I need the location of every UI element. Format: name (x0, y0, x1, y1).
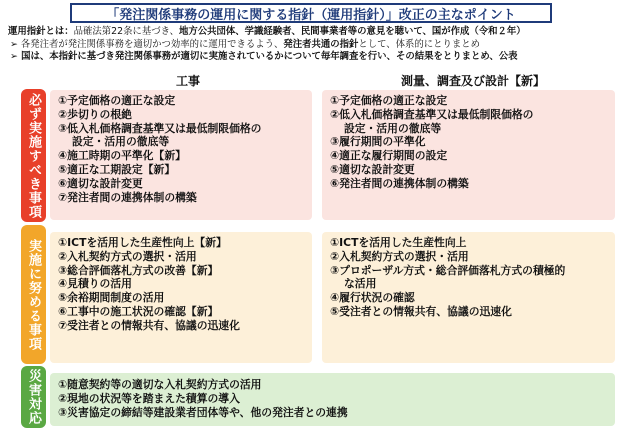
list-item: 設定・活用の徹底等 (344, 121, 442, 135)
effort-construction-box (50, 232, 312, 363)
list-item: ⑤適切な設計変更 (330, 162, 415, 176)
list-item: ②低入札価格調査基準又は最低制限価格の (330, 107, 534, 121)
required-construction-box (50, 90, 312, 220)
list-item: ①ICTを活用した生産性向上 (330, 236, 467, 249)
list-item: ④見積りの活用 (58, 277, 132, 291)
list-item: ⑦発注者間の連携体制の構築 (58, 190, 197, 204)
page-title: 「発注関係事務の運用に関する指針（運用指針）」改正の主なポイント (70, 3, 552, 23)
list-item: ⑤適正な工期設定【新】 (58, 162, 176, 176)
intro-block (8, 26, 616, 64)
list-item: ⑥発注者間の連携体制の構築 (330, 176, 469, 190)
section-label-disaster: 災害対応 (21, 366, 46, 428)
section-label-required: 必ず実施すべき事項 (21, 89, 46, 222)
list-item: ③履行期間の平準化 (330, 135, 426, 149)
required-survey-box (322, 90, 615, 220)
list-item: ②入札契約方式の選択・活用 (58, 249, 197, 263)
intro-line-2 (8, 39, 616, 52)
list-item: 設定・活用の徹底等 (72, 135, 170, 149)
intro-line-2-suffix: として、体系的にとりまとめ (358, 38, 481, 50)
list-item: ①ICTを活用した生産性向上【新】 (58, 236, 227, 249)
list-item: ④履行状況の確認 (330, 291, 415, 305)
intro-bold: 地方公共団体、学識経験者、民間事業者等の意見を聴いて、国が作成（令和２年） (178, 26, 526, 37)
intro-line-2-bold: 発注者共通の指針 (283, 38, 359, 50)
list-item: ①随意契約等の適切な入札契約方式の活用 (58, 378, 262, 391)
disaster-box (50, 373, 615, 426)
list-item: ⑦受注者との情報共有、協議の迅速化 (58, 318, 240, 332)
list-item: ⑥適切な設計変更 (58, 176, 143, 190)
list-item: な活用 (344, 277, 377, 291)
list-item: ⑥工事中の施工状況の確認【新】 (58, 304, 219, 318)
list-item: ②入札契約方式の選択・活用 (330, 249, 469, 263)
section-label-effort: 実施に努める事項 (21, 225, 46, 364)
intro-label: 運用指針とは： (8, 26, 74, 37)
list-item: ③低入札価格調査基準又は最低制限価格の (58, 121, 262, 135)
list-item: ④施工時期の平準化【新】 (58, 149, 186, 163)
intro-line-1 (8, 26, 616, 39)
effort-survey-box (322, 232, 615, 363)
list-item: ①予定価格の適正な設定 (58, 94, 176, 107)
column-header-construction: 工事 (175, 74, 200, 88)
list-item: ③総合評価落札方式の改善【新】 (58, 263, 219, 277)
list-item: ②歩切りの根絶 (58, 107, 132, 121)
intro-line-2-prefix: ➢ 各発注者が発注関係事務を適切かつ効率的に運用できるよう、 (10, 38, 284, 50)
list-item: ③プロポーザル方式・総合評価落札方式の積極的 (330, 263, 566, 277)
list-item: ③災害協定の締結等建設業者団体等や、他の発注者との連携 (58, 405, 348, 419)
column-header-survey: 測量、調査及び設計【新】 (400, 74, 545, 88)
list-item: ⑤受注者との情報共有、協議の迅速化 (330, 304, 512, 318)
list-item: ①予定価格の適正な設定 (330, 94, 448, 107)
list-item: ④適正な履行期間の設定 (330, 149, 448, 163)
intro-line-3 (8, 51, 616, 64)
intro-line-3-prefix: ➢ 国は、本指針に基づき発注関係事務が適切に実施されているかについて毎年調査を行い、 (10, 51, 396, 62)
list-item: ⑤余裕期間制度の活用 (58, 291, 165, 305)
intro-line-3-bold: その結果をとりまとめ、公表 (395, 51, 518, 62)
intro-text: 品確法第22条に基づき、 (73, 26, 179, 37)
list-item: ②現地の状況等を踏まえた積算の導入 (58, 391, 240, 405)
